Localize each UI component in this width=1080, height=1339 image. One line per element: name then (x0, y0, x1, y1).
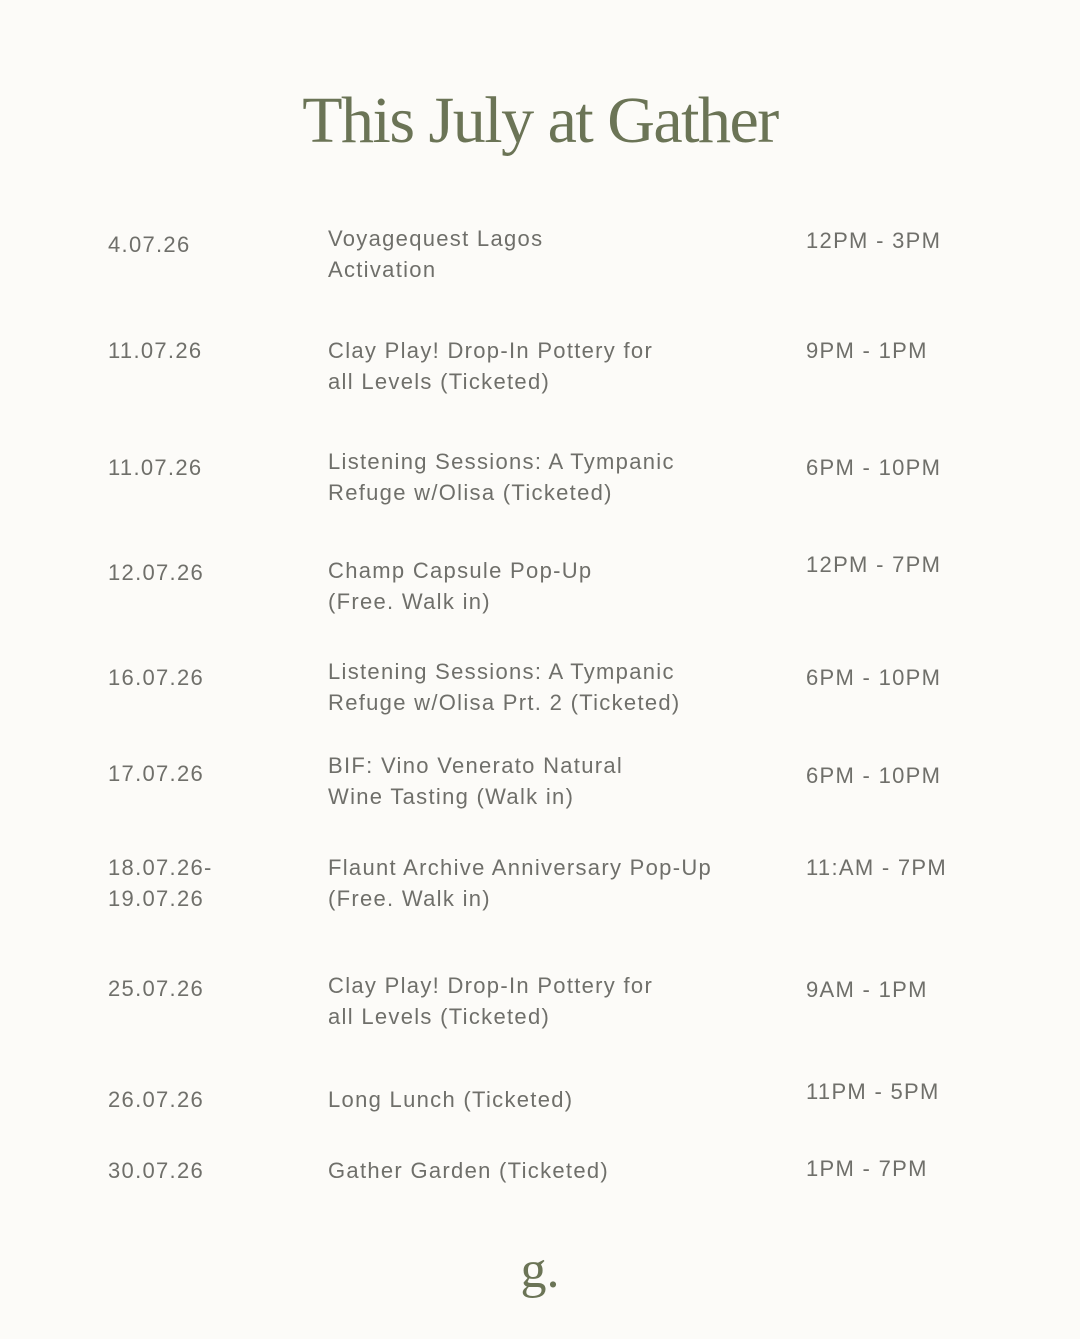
event-date: 11.07.26 (108, 338, 203, 363)
event-date: 26.07.26 (108, 1087, 205, 1112)
event-row (0, 656, 1080, 736)
event-time: 6PM - 10PM (806, 763, 942, 788)
event-row (0, 335, 1080, 415)
event-row (0, 552, 1080, 635)
event-name: Gather Garden (Ticketed) (328, 1158, 610, 1183)
event-time: 12PM - 3PM (806, 228, 942, 253)
event-name: Clay Play! Drop-In Pottery for all Levels (Ticketed) (328, 973, 654, 1029)
event-name: Listening Sessions: A Tympanic Refuge w/Olisa (Ticketed) (328, 449, 675, 505)
event-date: 4.07.26 (108, 232, 191, 257)
event-row (0, 852, 1080, 932)
event-name: Long Lunch (Ticketed) (328, 1087, 574, 1112)
event-time: 9AM - 1PM (806, 977, 928, 1002)
event-date: 25.07.26 (108, 976, 205, 1001)
event-date: 17.07.26 (108, 761, 205, 786)
event-name: Champ Capsule Pop-Up (Free. Walk in) (328, 558, 593, 614)
event-name: Voyagequest Lagos Activation (328, 226, 544, 282)
event-row (0, 750, 1080, 830)
event-time: 12PM - 7PM (806, 552, 942, 577)
event-time: 1PM - 7PM (806, 1156, 928, 1181)
event-date: 16.07.26 (108, 665, 205, 690)
event-date: 30.07.26 (108, 1158, 205, 1183)
event-row (0, 970, 1080, 1050)
event-time: 9PM - 1PM (806, 338, 928, 363)
event-date: 12.07.26 (108, 560, 205, 585)
event-name: Listening Sessions: A Tympanic Refuge w/Olisa Prt. 2 (Ticketed) (328, 659, 681, 715)
page-title: This July at Gather (302, 84, 778, 157)
event-time: 6PM - 10PM (806, 665, 942, 690)
event-date: 18.07.26- 19.07.26 (108, 855, 213, 911)
event-time: 11PM - 5PM (806, 1079, 940, 1104)
event-row (0, 1079, 1080, 1164)
event-name: Clay Play! Drop-In Pottery for all Levels (Ticketed) (328, 338, 654, 394)
gather-logo: g. (520, 1242, 560, 1299)
event-row (0, 446, 1080, 526)
event-time: 6PM - 10PM (806, 455, 942, 480)
event-name: Flaunt Archive Anniversary Pop-Up (Free. Walk in) (328, 855, 713, 911)
event-row (0, 225, 1080, 305)
event-date: 11.07.26 (108, 455, 203, 480)
event-row (0, 1155, 1080, 1235)
event-name: BIF: Vino Venerato Natural Wine Tasting (Walk in) (328, 753, 624, 809)
event-time: 11:AM - 7PM (806, 855, 948, 880)
